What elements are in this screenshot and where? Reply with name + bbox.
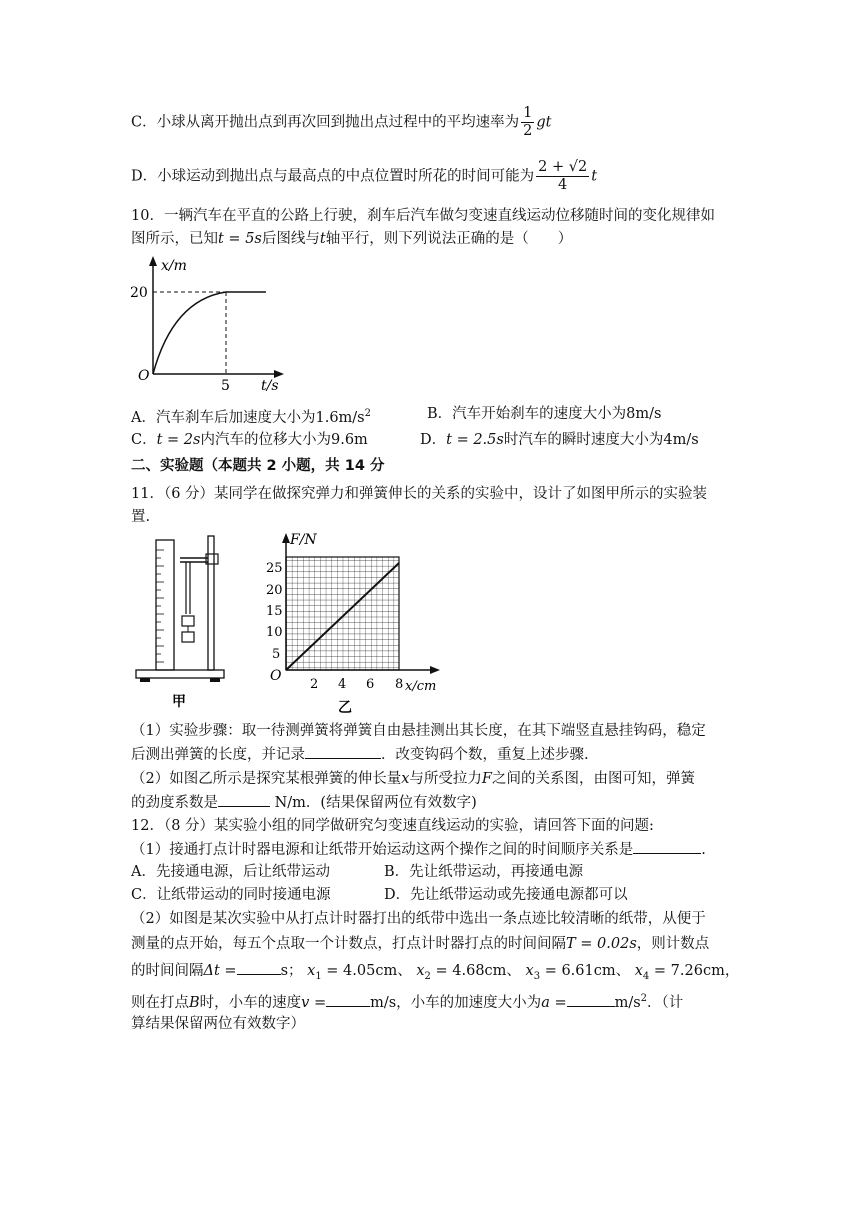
figure-label-yi: 乙 xyxy=(338,700,352,716)
x-tick-4: 4 xyxy=(338,677,347,692)
q12-option-d: D．先让纸带运动或先接通电源都可以 xyxy=(384,887,628,903)
fraction: $\frac{2 + √2}{4}$ xyxy=(538,159,588,193)
q12-part2-line3: 的时间间隔Δt = s； $x_1 = 4.05cm$、 $x_2 = 4.68cm$、 $x_3 = 6.61cm$、 $x_4 = 7.26cm$， xyxy=(131,960,739,987)
figure-label-jia: 甲 xyxy=(172,694,186,710)
q11-stem-line1: 11．（6 分）某同学在做探究弹力和弹簧伸长的关系的实验中，设计了如图甲所示的实验装 xyxy=(131,486,708,502)
origin-label: O xyxy=(138,368,150,384)
origin-label: O xyxy=(270,668,282,684)
y-axis-label: F/N xyxy=(290,532,317,548)
q10-xt-graph xyxy=(128,252,293,397)
x-tick-6: 6 xyxy=(366,677,375,692)
q10-option-c: C．t = 2s内汽车的位移大小为9.6m xyxy=(131,432,368,448)
section-heading: 二、实验题（本题共 2 小题，共 14 分 xyxy=(131,458,385,474)
q10-option-a: A．汽车刹车后加速度大小为$1.6m/s^2$ xyxy=(131,408,371,426)
q12-part2-line4: 则在打点B时，小车的速度v = m/s，小车的加速度大小为$a = m/s^2$．（计 xyxy=(131,993,684,1011)
y-tick-label: 20 xyxy=(130,285,148,301)
x-tick-8: 8 xyxy=(395,677,404,692)
q12-part2-line5: 算结果保留两位有效数字） xyxy=(131,1016,305,1032)
q10-option-b: B．汽车开始刹车的速度大小为8m/s xyxy=(427,406,662,422)
q9-option-c: C．小球从离开抛出点到再次回到抛出点过程中的平均速率为 $\frac{1}{2}$ gt xyxy=(131,105,552,139)
answer-blank[interactable] xyxy=(305,744,381,759)
q10-stem-line1: 10．一辆汽车在平直的公路上行驶，刹车后汽车做匀变速直线运动位移随时间的变化规律如 xyxy=(131,208,715,224)
q12-part2-line1: （2）如图是某次实验中从打点计时器打出的纸带中选出一条点迹比较清晰的纸带，从便于 xyxy=(131,911,706,927)
answer-blank[interactable] xyxy=(633,839,701,854)
answer-blank[interactable] xyxy=(326,992,370,1007)
q10-option-d: D．t = 2.5s时汽车的瞬时速度大小为4m/s xyxy=(420,432,699,448)
answer-blank[interactable] xyxy=(218,792,270,807)
y-tick-5: 5 xyxy=(272,647,281,662)
answer-blank[interactable] xyxy=(237,960,281,975)
y-tick-25: 25 xyxy=(266,561,283,576)
q11-stem-line2: 置. xyxy=(131,509,151,525)
q11-figure-yi-graph xyxy=(258,532,448,717)
q12-stem: 12．（8 分）某实验小组的同学做研究匀变速直线运动的实验，请回答下面的问题: xyxy=(131,818,654,834)
q12-option-a: A．先接通电源，后让纸带运动 xyxy=(131,864,330,880)
q12-part2-line2: 测量的点开始，每五个点取一个计数点，打点计时器打点的时间间隔T = 0.02s，则计数点 xyxy=(131,936,710,952)
q11-part2-line1: （2）如图乙所示是探究某根弹簧的伸长量x与所受拉力F之间的关系图，由图可知，弹簧 xyxy=(131,771,695,787)
q10-stem-line2: 图所示，已知t = 5s后图线与t轴平行，则下列说法正确的是（ ） xyxy=(131,231,573,247)
x-axis-label: x/cm xyxy=(405,679,437,694)
q11-part2-line2: 的劲度系数是 N/m．(结果保留两位有效数字) xyxy=(131,792,477,813)
y-axis-label: x/m xyxy=(161,258,187,274)
y-tick-10: 10 xyxy=(266,625,283,640)
y-tick-15: 15 xyxy=(266,604,283,619)
x-tick-2: 2 xyxy=(310,677,319,692)
q11-part1-line1: （1）实验步骤：取一待测弹簧将弹簧自由悬挂测出其长度，在其下端竖直悬挂钩码，稳定 xyxy=(131,723,706,739)
answer-blank[interactable] xyxy=(567,992,615,1007)
q12-part1: （1）接通打点计时器电源和让纸带开始运动这两个操作之间的时间顺序关系是 . xyxy=(131,839,706,860)
x-axis-label: t/s xyxy=(261,378,279,394)
q12-option-c: C．让纸带运动的同时接通电源 xyxy=(131,887,331,903)
q9-option-d: D．小球运动到抛出点与最高点的中点位置时所花的时间可能为 $\frac{2 + √2}{4}$ t xyxy=(131,159,598,193)
x-tick-label: 5 xyxy=(221,378,230,394)
q11-part1-line2: 后测出弹簧的长度，并记录 ．改变钩码个数，重复上述步骤. xyxy=(131,744,589,765)
q11-figure-jia-apparatus xyxy=(130,534,230,714)
q12-option-b: B．先让纸带运动，再接通电源 xyxy=(384,864,584,880)
y-tick-20: 20 xyxy=(266,583,283,598)
fraction: $\frac{1}{2}$ xyxy=(523,105,533,139)
